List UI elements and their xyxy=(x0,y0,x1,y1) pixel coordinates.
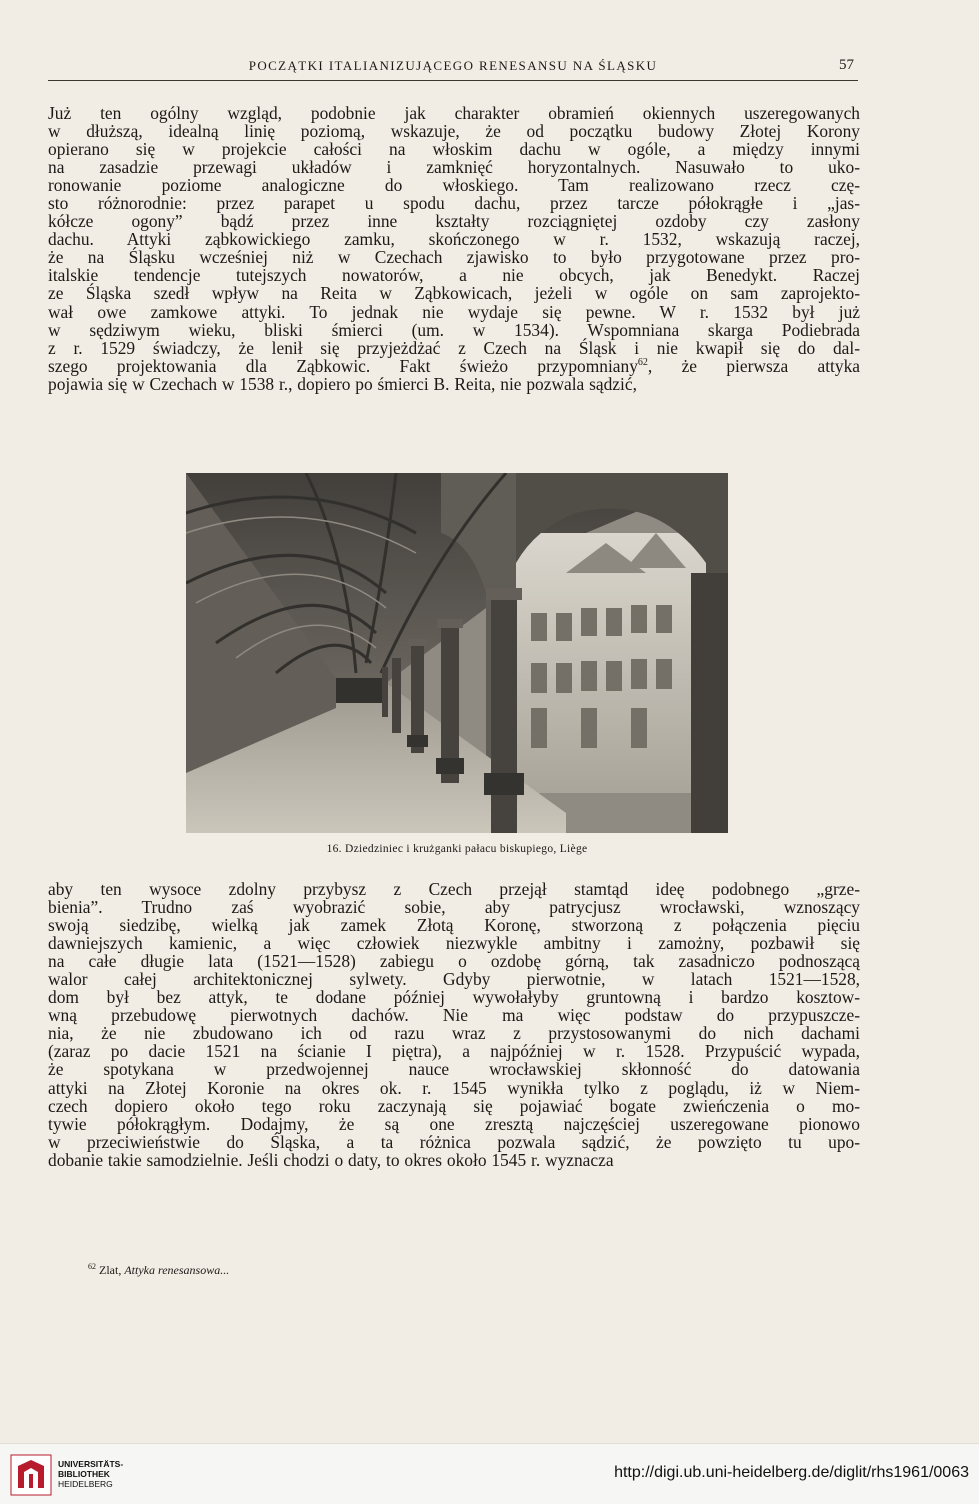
text-line: walor całej architektonicznej sylwety. Gdyby pierwotnie, w latach 1521—1528, xyxy=(48,969,860,990)
text-line: w dłuższą, idealną linię poziomą, wskazuje, że od początku budowy Złotej Korony xyxy=(48,121,860,142)
text-line: w przeciwieństwie do Śląska, a ta różnica pozwala sądzić, że powzięto tu upo- xyxy=(48,1131,860,1152)
text-line-with-footnote xyxy=(48,357,860,375)
text-line: że na Śląsku wcześniej niż w Czechach zjawisko to było przygotowane przez pro- xyxy=(48,247,860,268)
text-line: wną przebudowę pierwotnych dachów. Nie ma więc podstaw do przypuszcze- xyxy=(48,1005,860,1026)
logo-line: BIBLIOTHEK xyxy=(58,1469,110,1479)
footnote-author: Zlat, xyxy=(99,1263,122,1277)
text-line: dachu. Attyki ząbkowickiego zamku, skończonego w r. 1532, wskazują raczej, xyxy=(48,229,860,250)
footnote-title: Attyka renesansowa... xyxy=(124,1263,230,1277)
text-line: że spotykana w przedwojennej nauce wrocławskiej skłonność do datowania xyxy=(48,1059,860,1080)
text-line: w sędziwym wieku, bliski śmierci (um. w 1534). Wspomniana skarga Podiebrada xyxy=(48,319,860,340)
text-line: pojawia się w Czechach w 1538 r., dopiero po śmierci B. Reita, nie pozwala sądzić, xyxy=(48,373,637,394)
text-line: Już ten ogólny wzgląd, podobnie jak charakter obramień okiennych uszeregowanych xyxy=(48,103,860,123)
text-line: z r. 1529 świadczy, że lenił się przyjeżdżać z Czech na Śląsk i nie kwapił się do dal- xyxy=(48,337,860,358)
footnote-number: 62 xyxy=(88,1262,96,1271)
footnote xyxy=(88,1262,229,1278)
text-segment: szego projektowania dla Ząbkowic. Fakt świeżo przypomniany xyxy=(48,355,638,376)
text-line: tywie półokrągłym. Dodajmy, że są one zresztą najczęściej uszeregowane pionowo xyxy=(48,1113,860,1134)
text-line: aby ten wysoce zdolny przybysz z Czech przejął stamtąd ideę podobnego „grze- xyxy=(48,879,860,899)
logo-line: UNIVERSITÄTS- xyxy=(58,1459,124,1469)
text-line: opierano się w projekcie całości na włoskim dachu w ogóle, a między innymi xyxy=(48,139,860,160)
text-line: dawniejszych kamienic, a więc człowiek niezwykle ambitny i zamożny, pozbawił się xyxy=(48,933,860,954)
text-line: czech dopiero około tego roku zaczynają się pojawiać bogate zwieńczenia o mo- xyxy=(48,1095,860,1116)
text-line: na zasadzie przewagi układów i zamknięć horyzontalnych. Nasuwało to uko- xyxy=(48,157,860,178)
text-line: na całe długie lata (1521—1528) zabiegu o ozdobę górną, tak zasadniczo podnoszącą xyxy=(48,951,860,972)
text-line: kółcze ogony” bądź przez inne kształty rozciągniętej ozdoby czy zasłony xyxy=(48,211,860,232)
figure-photo-cloister xyxy=(186,473,728,833)
text-line: attyki na Złotej Koronie na okres ok. r. 1545 wynikła tylko z poglądu, iż w Niem- xyxy=(48,1077,860,1098)
text-line: wał owe zamkowe attyki. To jednak nie wydaje się pewne. W r. 1532 był już xyxy=(48,301,860,322)
text-line: dobanie takie samodzielnie. Jeśli chodzi o daty, to okres około 1545 r. wyznacza xyxy=(48,1149,614,1170)
figure-caption: 16. Dziedziniec i krużganki pałacu biskupiego, Liège xyxy=(326,843,588,855)
text-line: bienia”. Trudno zaś wyobrazić sobie, aby patrycjusz wrocławski, wznoszący xyxy=(48,897,860,918)
library-logo-text xyxy=(58,1459,123,1489)
text-segment: , że pierwsza attyka xyxy=(647,355,860,376)
text-line: italskie tendencje tutejszych nowatorów, a nie obcych, jak Benedykt. Raczej xyxy=(48,265,860,286)
text-line: swoją siedzibę, wielką jak zamek Złotą Koronę, stworzoną z połączenia pięciu xyxy=(48,915,860,936)
running-header xyxy=(48,56,858,81)
text-line: dom był bez attyk, te dodane później wywołałyby gruntowną i bardzo kosztow- xyxy=(48,987,860,1008)
paragraph-1 xyxy=(48,104,860,393)
text-line: ze Śląska szedł wpływ na Reita w Ząbkowicach, jeżeli w ogóle on sam zaprojekto- xyxy=(48,283,860,304)
library-footer xyxy=(0,1443,979,1504)
text-line: ronowanie poziome analogiczne do włoskiego. Tam realizowano rzecz czę- xyxy=(48,175,860,196)
running-title: POCZĄTKI ITALIANIZUJĄCEGO RENESANSU NA ŚLĄSKU xyxy=(248,58,658,73)
logo-line: HEIDELBERG xyxy=(58,1479,113,1489)
paragraph-2 xyxy=(48,880,860,1169)
text-line: (zaraz po dacie 1521 na ścianie I piętra), a najpóźniej w r. 1528. Przypuścić wypada, xyxy=(48,1041,860,1062)
text-line: sto różnorodnie: przez parapet u spodu dachu, przez tarcze półokrągłe i „jas- xyxy=(48,193,860,214)
university-seal-icon xyxy=(10,1454,52,1496)
footnote-reference: 62 xyxy=(637,356,648,368)
permalink-url[interactable]: http://digi.ub.uni-heidelberg.de/diglit/rhs1961/0063 xyxy=(614,1464,969,1481)
page-number: 57 xyxy=(839,57,854,73)
text-line: nia, że nie zbudowano ich od razu wraz z przystosowanymi do nich dachami xyxy=(48,1023,860,1044)
